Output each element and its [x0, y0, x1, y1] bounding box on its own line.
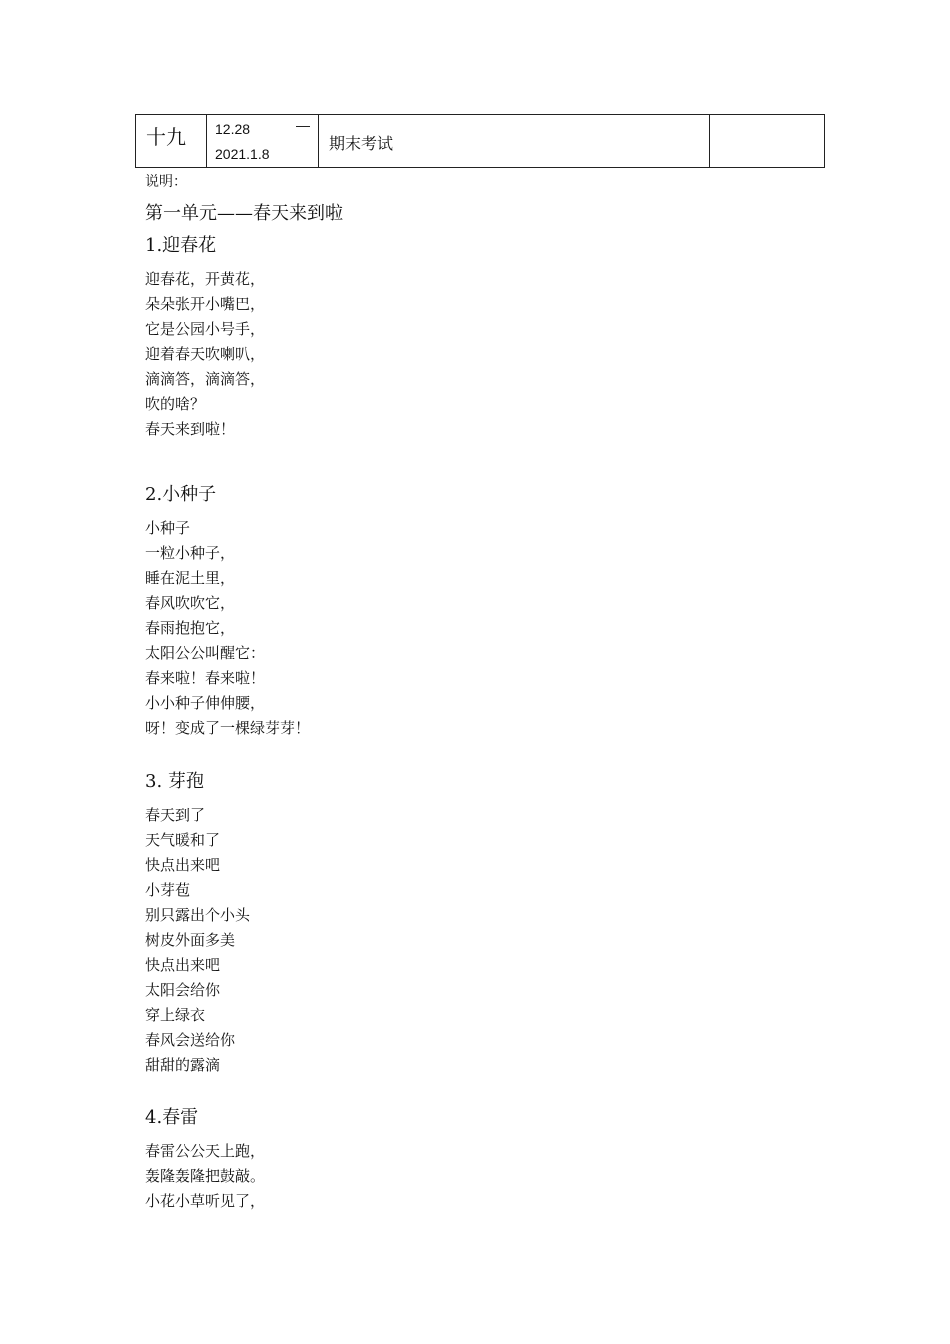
poem-line: 它是公园小号手，: [145, 320, 266, 338]
poem-line: 别只露出个小头: [145, 906, 251, 924]
poem-line: 春来啦！春来啦！: [145, 669, 266, 687]
poem-line: 朵朵张开小嘴巴，: [145, 295, 266, 313]
week-cell: [136, 115, 207, 168]
poem-line: 小花小草听见了，: [145, 1192, 266, 1210]
poem-line: 穿上绿衣: [145, 1006, 206, 1024]
date-dash: —: [296, 117, 310, 133]
poem-line: 吹的啥？: [145, 395, 206, 413]
date-end: 2021.1.8: [215, 146, 270, 162]
poem-title: 1.迎春花: [145, 235, 217, 256]
poem-line: 轰隆轰隆把鼓敲。: [145, 1167, 266, 1185]
poem-line: 小种子: [145, 519, 191, 537]
poem-line: 春雷公公天上跑，: [145, 1142, 266, 1160]
poem-line: 迎着春天吹喇叭，: [145, 345, 266, 363]
poem-line: 天气暖和了: [145, 831, 221, 849]
table-row: [136, 115, 825, 168]
poem-section-2: [145, 483, 310, 741]
poem-line: 快点出来吧: [145, 856, 221, 874]
poem-title: 2.小种子: [145, 484, 217, 505]
poem-title: 4.春雷: [145, 1107, 199, 1128]
poem-section-4: [145, 1106, 265, 1214]
remark-cell: [710, 115, 825, 168]
date-start: 12.28: [215, 121, 251, 137]
poem-line: 太阳公公叫醒它：: [145, 644, 266, 662]
schedule-table: [135, 114, 825, 168]
poem-section-1: [145, 234, 265, 442]
poem-line: 春风吹吹它，: [145, 594, 236, 612]
note-label: 说明：: [145, 174, 187, 190]
unit-title: 第一单元——春天来到啦: [145, 203, 343, 224]
poem-line: 春风会送给你: [145, 1031, 236, 1049]
poem-line: 快点出来吧: [145, 956, 221, 974]
poem-line: 春天来到啦！: [145, 420, 236, 438]
poem-line: 太阳会给你: [145, 981, 221, 999]
poem-line: 春雨抱抱它，: [145, 619, 236, 637]
poem-section-3: [145, 770, 250, 1078]
content-text: 期末考试: [329, 134, 394, 153]
poem-line: 春天到了: [145, 806, 206, 824]
poem-line: 呀！变成了一棵绿芽芽！: [145, 719, 311, 737]
poem-line: 树皮外面多美: [145, 931, 236, 949]
poem-line: 迎春花，开黄花，: [145, 270, 266, 288]
poem-line: 滴滴答，滴滴答，: [145, 370, 266, 388]
date-cell: [207, 115, 319, 168]
poem-line: 甜甜的露滴: [145, 1056, 221, 1074]
content-cell: [319, 115, 710, 168]
week-number: 十九: [146, 125, 186, 149]
poem-line: 一粒小种子，: [145, 544, 236, 562]
poem-title: 3. 芽孢: [145, 771, 204, 792]
poem-line: 睡在泥土里，: [145, 569, 236, 587]
poem-line: 小小种子伸伸腰，: [145, 694, 266, 712]
poem-line: 小芽苞: [145, 881, 191, 899]
